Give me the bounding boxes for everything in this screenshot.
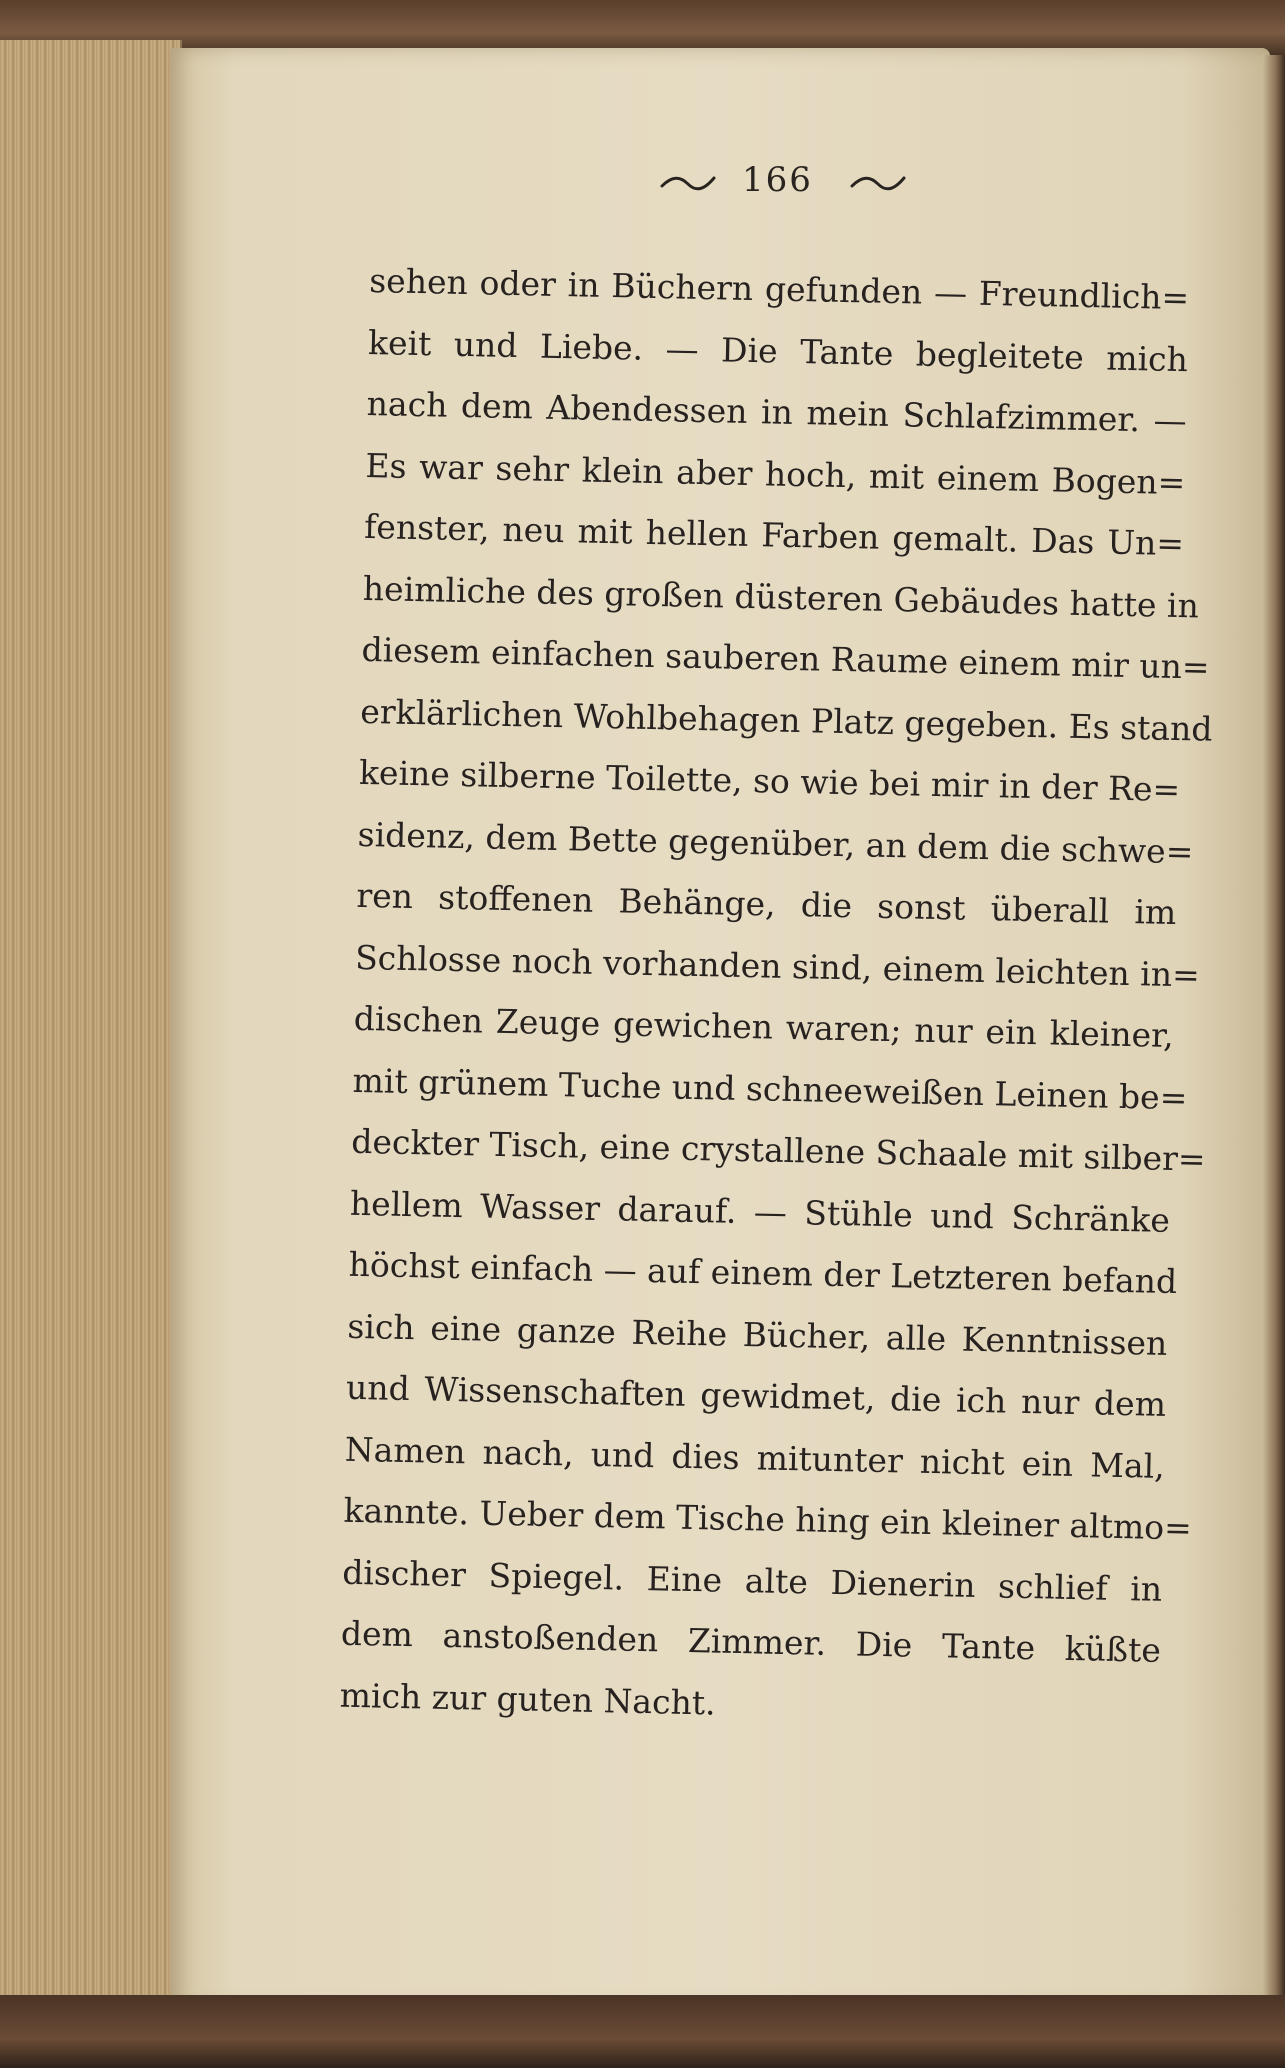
text-line: kannte. Ueber dem Tische hing ein kleiner altmo=	[343, 1490, 1193, 1548]
text-line: nach dem Abendessen in mein Schlafzimmer. —	[366, 383, 1188, 441]
text-line: Schlosse noch vorhanden sind, einem leichten in=	[354, 937, 1201, 995]
page-right-edge	[1262, 55, 1285, 2005]
right-flourish-ornament	[850, 172, 906, 192]
page-number: 166	[742, 160, 813, 200]
text-line: sich eine ganze Reihe Bücher, alle Kenntnissen	[347, 1306, 1168, 1363]
text-line: und Wissenschaften gewidmet, die ich nur dem	[345, 1367, 1167, 1424]
page-stack-edge	[0, 40, 182, 2015]
text-line: keine silberne Toilette, so wie bei mir in der Re=	[358, 752, 1181, 810]
text-line: keit und Liebe. — Die Tante begleitete mich	[367, 322, 1189, 379]
text-line: sidenz, dem Bette gegenüber, an dem die schwe=	[357, 814, 1194, 871]
text-line: erklärlichen Wohlbehagen Platz gegeben. Es stand	[359, 691, 1213, 749]
body-text	[339, 250, 1213, 1743]
text-line: ren stoffenen Behänge, die sonst überall im	[356, 875, 1177, 933]
text-line: mit grünem Tuche und schneeweißen Leinen be=	[352, 1060, 1188, 1117]
page-header	[660, 160, 920, 210]
text-line: mich zur guten Nacht.	[339, 1675, 717, 1723]
text-line: deckter Tisch, eine crystallene Schaale mit silber=	[350, 1121, 1206, 1179]
text-line: diesem einfachen sauberen Raume einem mir un=	[361, 629, 1210, 687]
text-line: fenster, neu mit hellen Farben gemalt. Das Un=	[363, 506, 1185, 564]
text-line: Namen nach, und dies mitunter nicht ein Mal,	[344, 1429, 1166, 1486]
text-line: hellem Wasser darauf. — Stühle und Schränke	[349, 1183, 1171, 1240]
left-flourish-ornament	[660, 172, 716, 192]
text-line: dem anstoßenden Zimmer. Die Tante küßte	[340, 1613, 1162, 1670]
text-line: dischen Zeuge gewichen waren; nur ein kleiner,	[353, 998, 1175, 1055]
text-line: discher Spiegel. Eine alte Dienerin schlief in	[341, 1552, 1163, 1609]
text-line: Es war sehr klein aber hoch, mit einem Bogen=	[365, 445, 1186, 502]
text-line: sehen oder in Büchern gefunden — Freundlich=	[368, 260, 1190, 318]
text-line: heimliche des großen düsteren Gebäudes hatte in	[362, 568, 1200, 625]
book-cover-bottom-edge	[0, 1995, 1285, 2068]
text-line: höchst einfach — auf einem der Letzteren befand	[348, 1244, 1178, 1302]
